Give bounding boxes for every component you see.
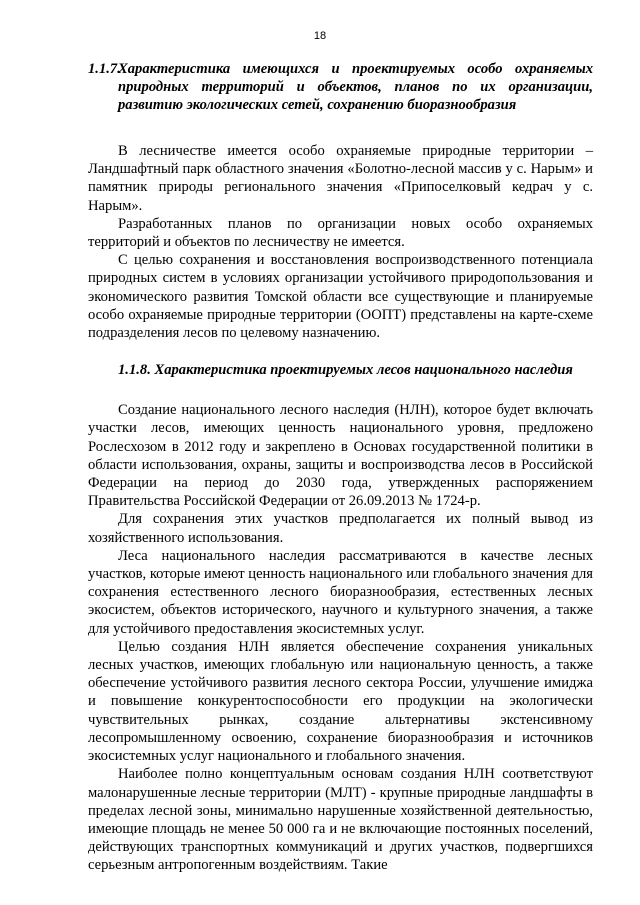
- paragraph: Для сохранения этих участков предполагается их полный вывод из хозяйственного использования.: [88, 511, 593, 546]
- paragraph: Наиболее полно концептуальным основам создания НЛН соответствуют малонарушенные лесные территории (МЛТ) - крупные природные ландшафты в пределах лесной зоны, минимально нарушенные хозяйственной деятельностью, имеющие площадь не менее 50 000 га и не включающие постоянных поселений, действующих транспортных коммуникаций и других участков, подвергшихся серьезным антропогенным воздействиям. Такие: [88, 766, 593, 874]
- section-heading-1-1-7: [88, 60, 593, 114]
- paragraph: Создание национального лесного наследия (НЛН), которое будет включать участки лесов, имеющих ценность национального уровня, предложено Рослесхозом в 2012 году и закреплено в Основах государственной политики в области использования, охраны, защиты и воспроизводства лесов в Российской Федерации на период до 2030 года, утвержденных распоряжением Правительства Российской Федерации от 26.09.2013 № 1724-р.: [88, 402, 593, 510]
- paragraph: В лесничестве имеется особо охраняемые природные территории – Ландшафтный парк областного значения «Болотно-лесной массив у с. Нарым» и памятник природы регионального значения «Припоселковый кедрач у с. Нарым».: [88, 143, 593, 214]
- section-title: Характеристика имеющихся и проектируемых особо охраняемых природных территорий и объектов, планов по их организации, развитию экологических сетей, сохранению биоразнообразия: [118, 61, 593, 113]
- page-number: 18: [313, 30, 327, 42]
- paragraph: Леса национального наследия рассматриваются в качестве лесных участков, которые имеют ценность национального или глобального значения для сохранения естественного лесного биоразнообразия, естественных лесных экосистем, объектов исторического, научного и культурного значения, а также для устойчивого предоставления экосистемных услуг.: [88, 547, 593, 637]
- paragraph: Разработанных планов по организации новых особо охраняемых территорий и объектов по лесничеству не имеется.: [88, 215, 593, 251]
- paragraph: С целью сохранения и восстановления воспроизводственного потенциала природных систем в условиях организации устойчивого природопользования и экономического развития Томской области все существующие и планируемые особо охраняемые природные территории (ООПТ) представлены на карте-схеме подразделения лесов по целевому назначению.: [88, 252, 593, 342]
- paragraph: Целью создания НЛН является обеспечение сохранения уникальных лесных участков, имеющих глобальную или национальную ценность, а также обеспечение устойчивого развития лесного сектора России, улучшение имиджа и повышение конкурентоспособности его продукции на экологически чувствительных рынках, создание альтернативы экстенсивному лесопромышленному освоению, сохранение биоразнообразия и источников экосистемных услуг национального и глобального значения.: [88, 638, 593, 765]
- section-heading-1-1-8: 1.1.8. Характеристика проектируемых лесов национального наследия: [118, 362, 573, 379]
- page-content: [88, 60, 593, 875]
- section-number: 1.1.7.: [88, 61, 121, 77]
